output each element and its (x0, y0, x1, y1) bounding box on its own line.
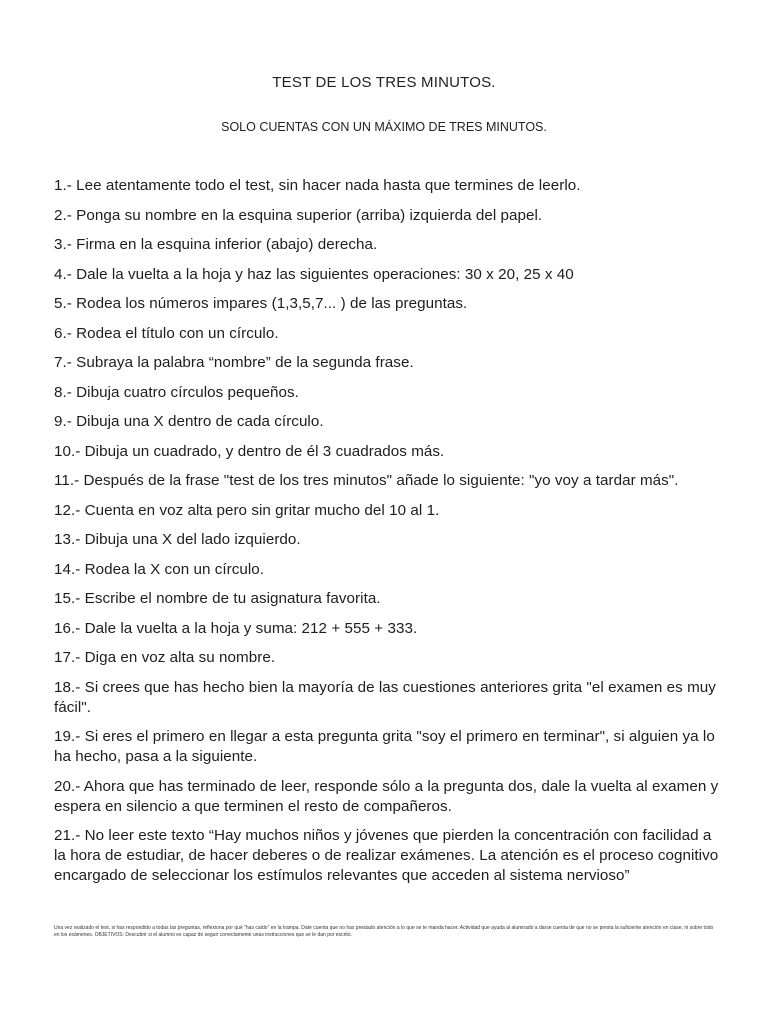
question-item: 10.- Dibuja un cuadrado, y dentro de él 3 cuadrados más. (54, 442, 445, 460)
question-item: 17.- Diga en voz alta su nombre. (54, 649, 276, 666)
question-item: 13.- Dibuja una X del lado izquierdo. (54, 531, 301, 548)
question-item: 21.- No leer este texto “Hay muchos niños y jóvenes que pierden la concentración con facilidad a la hora de estudiar, de hacer deberes o de realizar exámenes. La atención es el proceso cognitivo encargado de seleccionar los estímulos relevantes que acceden al sistema nervioso” (54, 827, 719, 884)
question-item: 3.- Firma en la esquina inferior (abajo) derecha. (54, 236, 378, 253)
question-item: 12.- Cuenta en voz alta pero sin gritar mucho del 10 al 1. (54, 501, 440, 519)
document-title: TEST DE LOS TRES MINUTOS. (272, 74, 496, 91)
question-item: 15.- Escribe el nombre de tu asignatura favorita. (54, 590, 381, 607)
question-item: 9.- Dibuja una X dentro de cada círculo. (54, 413, 324, 430)
question-item: 6.- Rodea el título con un círculo. (54, 324, 279, 342)
document-subtitle: SOLO CUENTAS CON UN MÁXIMO DE TRES MINUTOS. (221, 120, 547, 134)
question-item: 4.- Dale la vuelta a la hoja y haz las siguientes operaciones: 30 x 20, 25 x 40 (54, 265, 574, 283)
question-item: 8.- Dibuja cuatro círculos pequeños. (54, 383, 299, 401)
question-item: 7.- Subraya la palabra “nombre” de la segunda frase. (54, 354, 414, 371)
question-item: 19.- Si eres el primero en llegar a esta pregunta grita "soy el primero en terminar", si alguien ya lo ha hecho, pasa a la siguiente. (54, 728, 715, 765)
question-list (54, 176, 722, 896)
footnote: Una vez realizado el test, si has respondido a todas las preguntas, reflexiona por qué "has caído" en la trampa. Date cuenta que no has prestado atención a lo que se te manda hacer. Actividad que ayuda al alumnado a darse cuenta de que no se presta la suficiente atención en clase, ni sobre todo en los exámenes. OBJETIVOS: Descubrir si el alumno es capaz de seguir correctamente unas instrucciones que se le dan por escrito. (54, 925, 714, 938)
question-item: 14.- Rodea la X con un círculo. (54, 560, 265, 578)
question-item: 1.- Lee atentamente todo el test, sin hacer nada hasta que termines de leerlo. (54, 177, 581, 194)
question-item: 16.- Dale la vuelta a la hoja y suma: 212 + 555 + 333. (54, 619, 418, 637)
question-item: 5.- Rodea los números impares (1,3,5,7... ) de las preguntas. (54, 295, 468, 312)
question-item: 20.- Ahora que has terminado de leer, responde sólo a la pregunta dos, dale la vuelta al examen y espera en silencio a que terminen el resto de compañeros. (54, 777, 719, 815)
question-item: 2.- Ponga su nombre en la esquina superior (arriba) izquierda del papel. (54, 206, 543, 224)
question-item: 11.- Después de la frase "test de los tres minutos" añade lo siguiente: "yo voy a tardar más". (54, 472, 679, 489)
question-item: 18.- Si crees que has hecho bien la mayoría de las cuestiones anteriores grita "el examen es muy fácil". (54, 678, 716, 716)
